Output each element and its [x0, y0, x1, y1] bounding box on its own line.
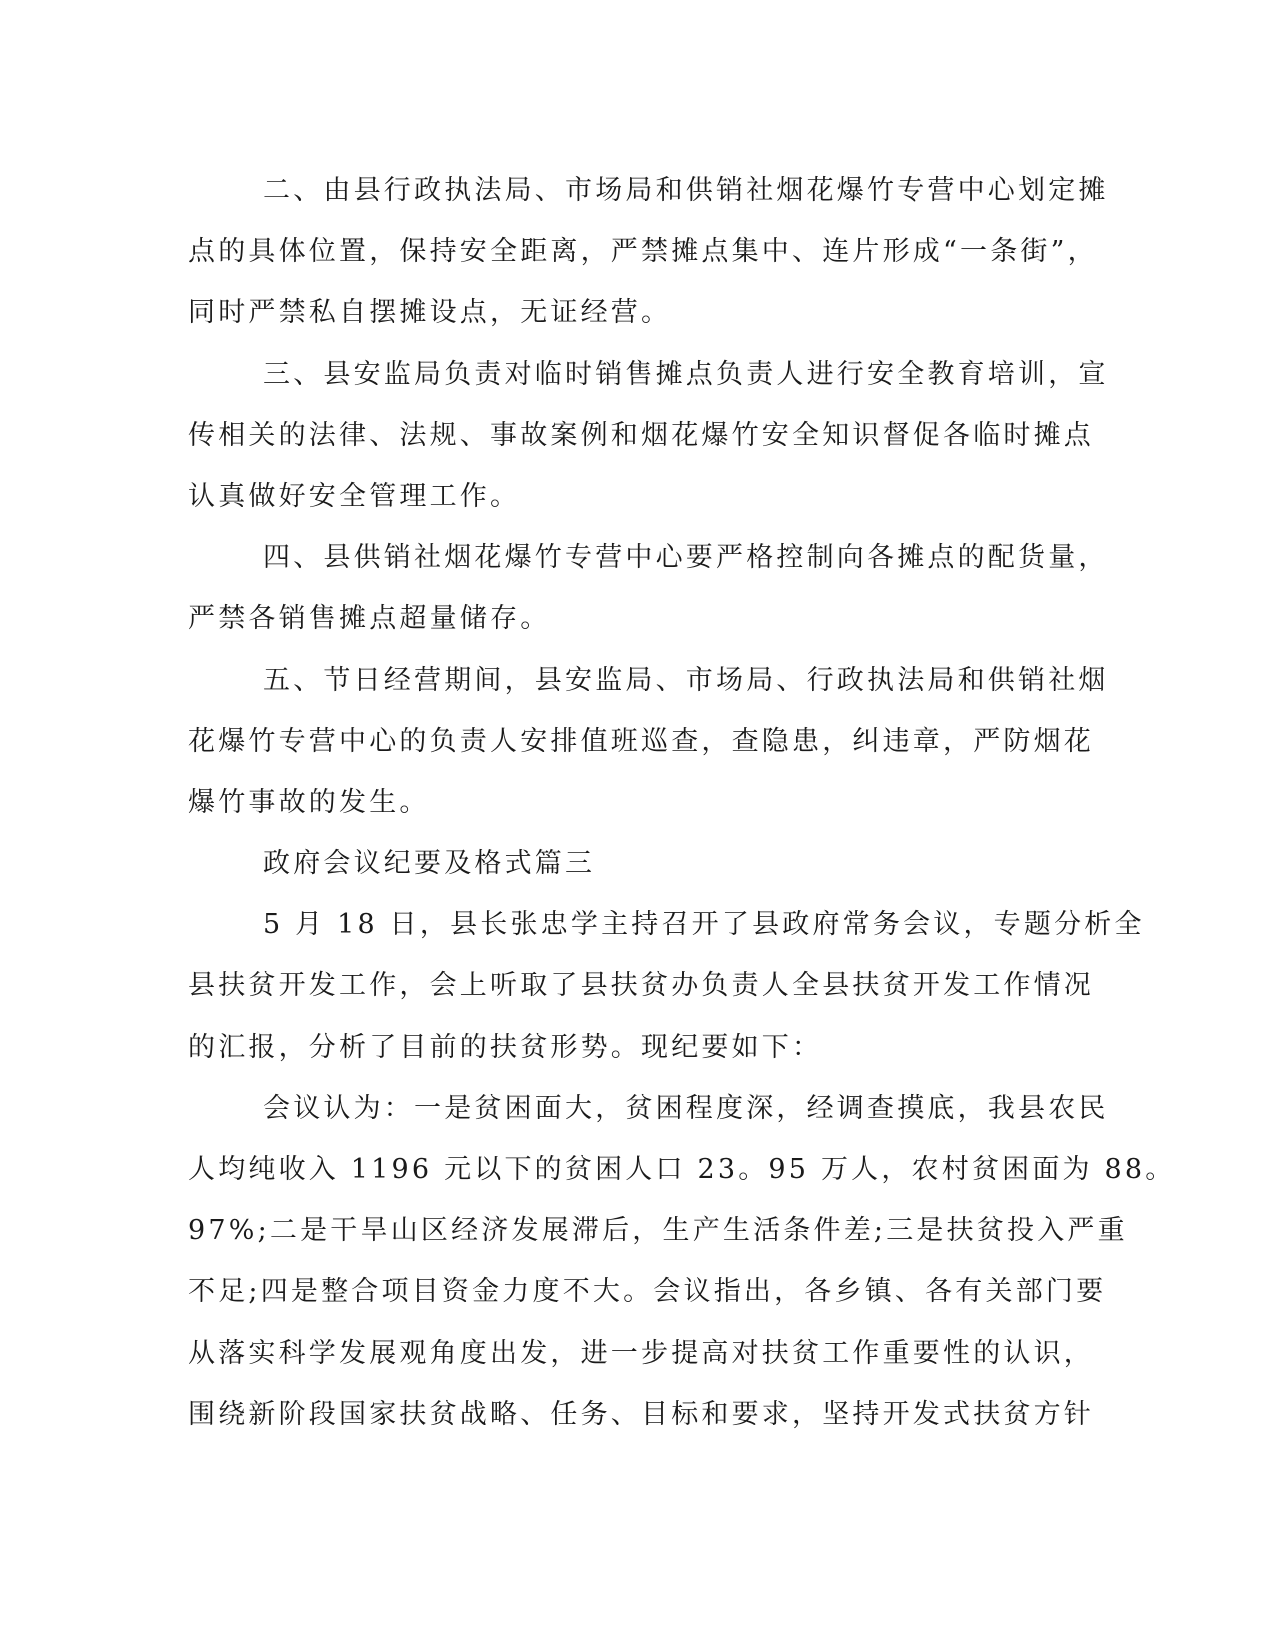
- paragraph-line: 围绕新阶段国家扶贫战略、任务、目标和要求，坚持开发式扶贫方针: [188, 1398, 1094, 1430]
- paragraph-line: 5 月 18 日，县长张忠学主持召开了县政府常务会议，专题分析全: [263, 909, 1145, 941]
- paragraph-line: 严禁各销售摊点超量储存。: [188, 603, 551, 635]
- paragraph-line: 不足;四是整合项目资金力度不大。会议指出，各乡镇、各有关部门要: [188, 1276, 1107, 1308]
- paragraph-line: 认真做好安全管理工作。: [188, 480, 521, 512]
- paragraph-line: 从落实科学发展观角度出发，进一步提高对扶贫工作重要性的认识，: [188, 1337, 1094, 1369]
- paragraph-line: 花爆竹专营中心的负责人安排值班巡查，查隐患，纠违章，严防烟花: [188, 725, 1094, 757]
- paragraph-line: 点的具体位置，保持安全距离，严禁摊点集中、连片形成“一条街”，: [188, 236, 1098, 268]
- paragraph-line: 同时严禁私自摆摊设点，无证经营。: [188, 297, 672, 329]
- paragraph-line: 会议认为：一是贫困面大，贫困程度深，经调查摸底，我县农民: [263, 1092, 1109, 1124]
- paragraph-line: 二、由县行政执法局、市场局和供销社烟花爆竹专营中心划定摊: [263, 175, 1109, 206]
- paragraph-line: 四、县供销社烟花爆竹专营中心要严格控制向各摊点的配货量，: [263, 542, 1109, 574]
- document-body: [188, 160, 1176, 1445]
- paragraph-line: 97%;二是干旱山区经济发展滞后，生产生活条件差;三是扶贫投入严重: [188, 1215, 1128, 1247]
- paragraph-line: 爆竹事故的发生。: [188, 786, 430, 818]
- paragraph-line: 县扶贫开发工作，会上听取了县扶贫办负责人全县扶贫开发工作情况: [188, 970, 1094, 1002]
- paragraph-line: 传相关的法律、法规、事故案例和烟花爆竹安全知识督促各临时摊点: [188, 419, 1094, 451]
- paragraph-line: 五、节日经营期间，县安监局、市场局、行政执法局和供销社烟: [263, 664, 1109, 696]
- paragraph-line: 三、县安监局负责对临时销售摊点负责人进行安全教育培训，宣: [263, 358, 1109, 390]
- section-heading: 政府会议纪要及格式篇三: [263, 848, 596, 880]
- paragraph-line: 的汇报，分析了目前的扶贫形势。现纪要如下：: [188, 1031, 823, 1063]
- paragraph-line: 人均纯收入 1196 元以下的贫困人口 23。95 万人，农村贫困面为 88。: [188, 1154, 1176, 1185]
